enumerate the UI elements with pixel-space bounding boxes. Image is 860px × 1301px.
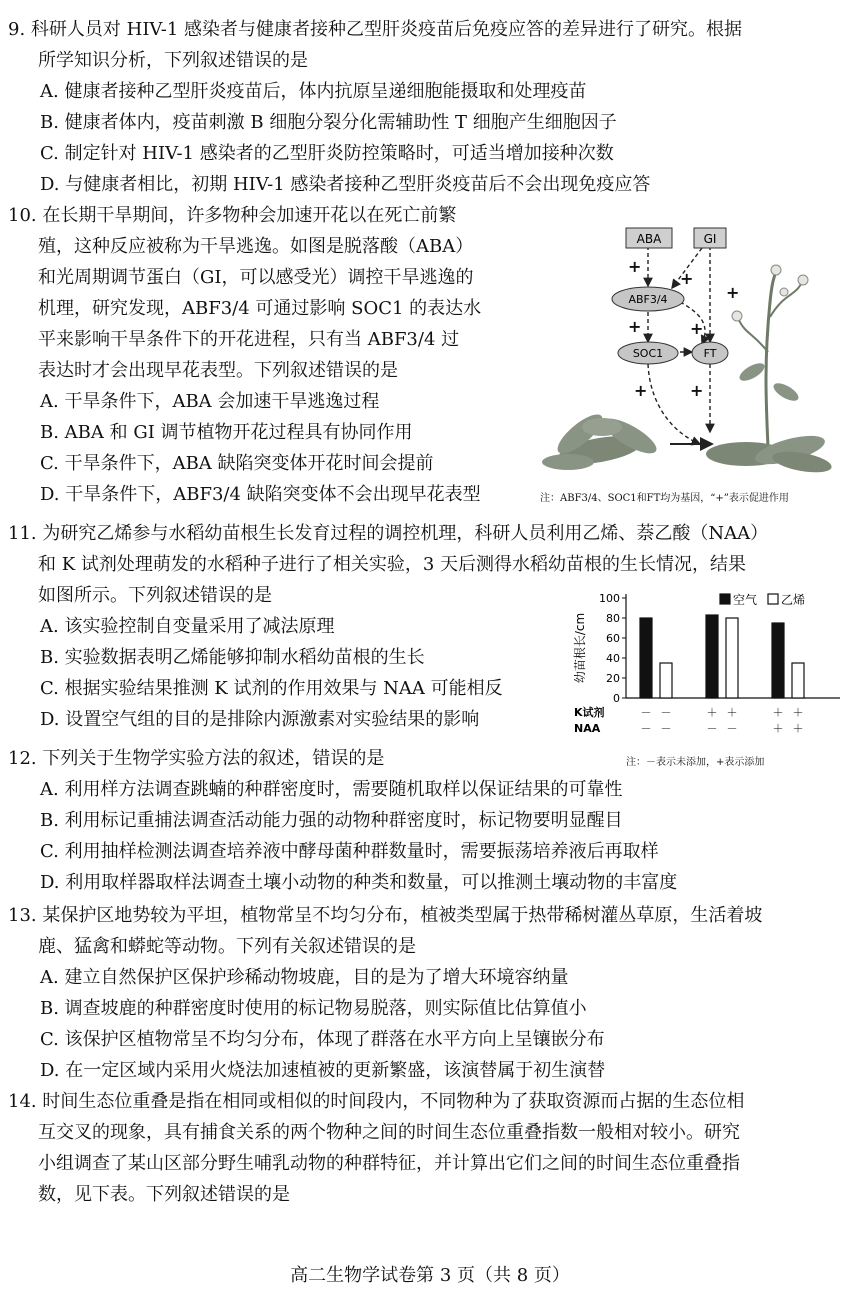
- node-abf34: [612, 287, 684, 311]
- q11-stem-line: 和 K 试剂处理萌发的水稻种子进行了相关实验，3 天后测得水稻幼苗根的生长情况，结果: [38, 554, 747, 575]
- treatment-row-label: K试剂: [574, 706, 605, 719]
- y-tick-label: 100: [599, 592, 620, 605]
- promotion-signs: [628, 257, 739, 400]
- q9-option-d: D. 与健康者相比，初期 HIV-1 感染者接种乙型肝炎疫苗后不会出现免疫应答: [40, 174, 651, 195]
- q12-option-a: A. 利用样方法调查跳蝻的种群密度时，需要随机取样以保证结果的可靠性: [40, 779, 623, 800]
- q10-stem-line: 机理，研究发现，ABF3/4 可通过影响 SOC1 的表达水: [38, 298, 482, 319]
- node-soc1-label: SOC1: [632, 347, 664, 360]
- y-tick-label: 20: [606, 672, 620, 685]
- node-aba: [626, 228, 672, 248]
- node-gi-label: GI: [703, 232, 717, 246]
- q12-option-b: B. 利用标记重捕法调查活动能力强的动物种群密度时，标记物要明显醒目: [40, 810, 623, 831]
- node-abf34-label: ABF3/4: [628, 293, 668, 306]
- plus-sign: +: [680, 269, 694, 288]
- node-ft-label: FT: [703, 347, 717, 360]
- pathway-diagram: [540, 222, 852, 474]
- q9-option-b: B. 健康者体内，疫苗刺激 B 细胞分裂分化需辅助性 T 细胞产生细胞因子: [40, 112, 617, 133]
- q13-stem-line: 鹿、猛禽和蟒蛇等动物。下列有关叙述错误的是: [38, 936, 416, 957]
- q11-option-b: B. 实验数据表明乙烯能够抑制水稻幼苗根的生长: [40, 647, 425, 668]
- rosette-plant-icon: [542, 408, 661, 470]
- question-9: [8, 14, 844, 200]
- legend-label: 乙烯: [781, 593, 806, 607]
- q14-stem-line: 小组调查了某山区部分野生哺乳动物的种群特征，并计算出它们之间的时间生态位重叠指: [38, 1153, 740, 1174]
- bar-air: [640, 618, 652, 698]
- treatment-mark: －: [640, 722, 652, 735]
- y-axis-label: 幼苗根长/cm: [573, 612, 587, 684]
- treatment-mark: －: [726, 722, 738, 735]
- q10-option-b: B. ABA 和 GI 调节植物开花过程具有协同作用: [40, 422, 413, 443]
- plus-sign: +: [628, 257, 642, 276]
- q11-stem-line: 如图所示。下列叙述错误的是: [38, 585, 272, 606]
- q11-chart-note: 注：－表示未添加，+表示添加: [626, 757, 765, 768]
- legend-swatch: [720, 594, 730, 604]
- q10-stem-line: 表达时才会出现早花表型。下列叙述错误的是: [38, 360, 398, 381]
- treatment-mark: －: [706, 722, 718, 735]
- q9-option-a: A. 健康者接种乙型肝炎疫苗后，体内抗原呈递细胞能摄取和处理疫苗: [40, 81, 587, 102]
- treatment-mark: －: [640, 706, 652, 719]
- q11-stem-line: 11. 为研究乙烯参与水稻幼苗根生长发育过程的调控机理，科研人员利用乙烯、萘乙酸（NAA）: [8, 523, 769, 544]
- question-14: [8, 1086, 844, 1210]
- q10-option-c: C. 干旱条件下，ABA 缺陷突变体开花时间会提前: [40, 453, 434, 474]
- q10-stem-line: 殖，这种反应被称为干旱逃逸。如图是脱落酸（ABA）: [38, 236, 474, 257]
- q10-option-d: D. 干旱条件下，ABF3/4 缺陷突变体不会出现早花表型: [40, 484, 481, 505]
- q10-stem-line: 平来影响干旱条件下的开花进程，只有当 ABF3/4 过: [38, 329, 460, 350]
- question-10: [8, 200, 528, 510]
- page-footer: 高二生物学试卷第 3 页（共 8 页）: [290, 1265, 570, 1286]
- bar-ethylene: [660, 663, 672, 698]
- plus-sign: +: [634, 381, 648, 400]
- question-13: [8, 900, 844, 1086]
- legend-swatch: [768, 594, 778, 604]
- plus-sign: +: [690, 381, 704, 400]
- plus-sign: +: [690, 319, 704, 338]
- plus-sign: +: [628, 317, 642, 336]
- treatment-mark: ＋: [772, 722, 784, 735]
- q9-stem-line: 9. 科研人员对 HIV-1 感染者与健康者接种乙型肝炎疫苗后免疫应答的差异进行了研究。根据: [8, 19, 743, 40]
- q13-option-d: D. 在一定区域内采用火烧法加速植被的更新繁盛，该演替属于初生演替: [40, 1060, 606, 1081]
- q10-stem-line: 和光周期调节蛋白（GI，可以感受光）调控干旱逃逸的: [38, 267, 474, 288]
- bar-ethylene: [792, 663, 804, 698]
- legend-label: 空气: [733, 593, 758, 607]
- bar-air: [706, 615, 718, 698]
- treatment-mark: ＋: [706, 706, 718, 719]
- treatment-mark: －: [660, 722, 672, 735]
- node-aba-label: ABA: [636, 232, 662, 246]
- q13-option-b: B. 调查坡鹿的种群密度时使用的标记物易脱落，则实际值比估算值小: [40, 998, 587, 1019]
- node-soc1: [618, 342, 678, 364]
- q12-option-d: D. 利用取样器取样法调查土壤小动物的种类和数量，可以推测土壤动物的丰富度: [40, 872, 678, 893]
- q10-stem-line: 10. 在长期干旱期间，许多物种会加速开花以在死亡前繁: [8, 205, 457, 226]
- q13-stem-line: 13. 某保护区地势较为平坦，植物常呈不均匀分布，植被类型属于热带稀树灌丛草原，生活着坡: [8, 905, 763, 926]
- y-tick-label: 60: [606, 632, 620, 645]
- q10-pathway-figure: [540, 222, 852, 504]
- y-tick-label: 80: [606, 612, 620, 625]
- q14-stem-line: 14. 时间生态位重叠是指在相同或相似的时间段内，不同物种为了获取资源而占据的生态位相: [8, 1091, 745, 1112]
- q9-stem-line: 所学知识分析，下列叙述错误的是: [38, 50, 308, 71]
- q9-option-c: C. 制定针对 HIV-1 感染者的乙型肝炎防控策略时，可适当增加接种次数: [40, 143, 614, 164]
- treatment-mark: ＋: [726, 706, 738, 719]
- treatment-mark: ＋: [792, 722, 804, 735]
- bar-ethylene: [726, 618, 738, 698]
- y-tick-label: 40: [606, 652, 620, 665]
- node-gi: [694, 228, 726, 248]
- q12-option-c: C. 利用抽样检测法调查培养液中酵母菌种群数量时，需要振荡培养液后再取样: [40, 841, 659, 862]
- q13-option-a: A. 建立自然保护区保护珍稀动物坡鹿，目的是为了增大环境容纳量: [40, 967, 569, 988]
- treatment-mark: ＋: [792, 706, 804, 719]
- bar-air: [772, 623, 784, 698]
- question-12: [8, 743, 844, 898]
- q10-option-a: A. 干旱条件下，ABA 会加速干旱逃逸过程: [40, 391, 380, 412]
- q12-stem-line: 12. 下列关于生物学实验方法的叙述，错误的是: [8, 748, 385, 769]
- q10-figure-note: 注：ABF3/4、SOC1和FT均为基因，“+”表示促进作用: [540, 493, 789, 504]
- q11-bar-chart-figure: [570, 588, 854, 768]
- plus-sign: +: [726, 283, 740, 302]
- treatment-mark: ＋: [772, 706, 784, 719]
- node-ft: [692, 342, 728, 364]
- q13-option-c: C. 该保护区植物常呈不均匀分布，体现了群落在水平方向上呈镶嵌分布: [40, 1029, 605, 1050]
- treatment-row-label: NAA: [574, 722, 601, 735]
- q14-stem-line: 互交叉的现象，具有捕食关系的两个物种之间的时间生态位重叠指数一般相对较小。研究: [38, 1122, 740, 1143]
- y-tick-label: 0: [613, 692, 620, 705]
- q11-option-a: A. 该实验控制自变量采用了减法原理: [40, 616, 335, 637]
- treatment-mark: －: [660, 706, 672, 719]
- root-length-bar-chart: [570, 588, 854, 748]
- q14-stem-line: 数，见下表。下列叙述错误的是: [38, 1184, 290, 1205]
- q11-option-d: D. 设置空气组的目的是排除内源激素对实验结果的影响: [40, 709, 480, 730]
- q11-option-c: C. 根据实验结果推测 K 试剂的作用效果与 NAA 可能相反: [40, 678, 503, 699]
